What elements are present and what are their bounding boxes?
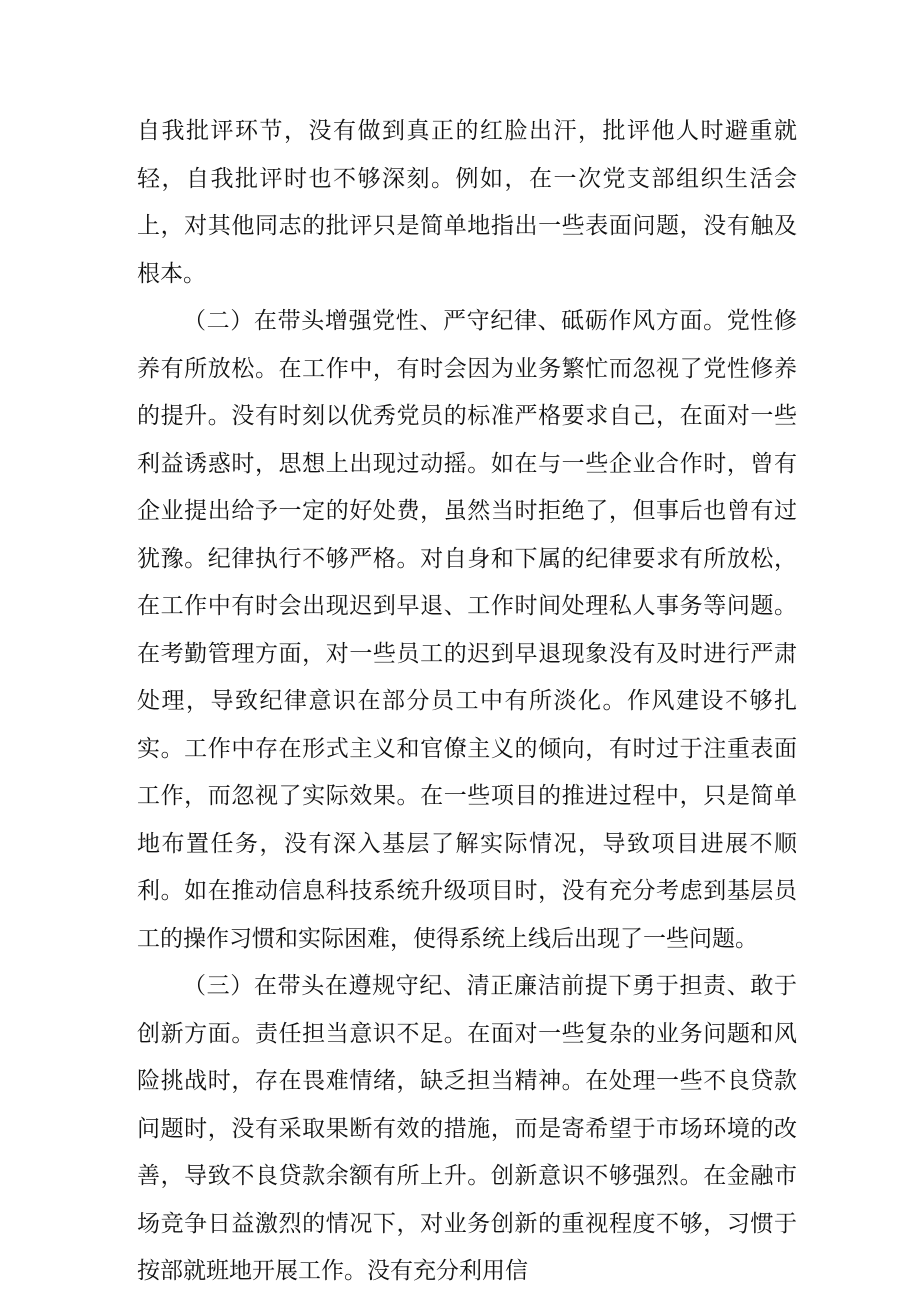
paragraph-3-section-three: （三）在带头在遵规守纪、清正廉洁前提下勇于担责、敢于创新方面。责任担当意识不足。在面对一些复杂的业务问题和风险挑战时，存在畏难情绪，缺乏担当精神。在处理一些不良贷款问题时，没有采取果断有效的措施，而是寄希望于市场环境的改善，导致不良贷款余额有所上升。创新意识不够强烈。在金融市场竞争日益激烈的情况下，对业务创新的重视程度不够，习惯于按部就班地开展工作。没有充分利用信 (137, 973, 797, 1284)
document-body (137, 108, 797, 1296)
paragraph-2-section-two: （二）在带头增强党性、严守纪律、砥砺作风方面。党性修养有所放松。在工作中，有时会因为业务繁忙而忽视了党性修养的提升。没有时刻以优秀党员的标准严格要求自己，在面对一些利益诱惑时，思想上出现过动摇。如在与一些企业合作时，曾有企业提出给予一定的好处费，虽然当时拒绝了，但事后也曾有过犹豫。纪律执行不够严格。对自身和下属的纪律要求有所放松，在工作中有时会出现迟到早退、工作时间处理私人事务等问题。在考勤管理方面，对一些员工的迟到早退现象没有及时进行严肃处理，导致纪律意识在部分员工中有所淡化。作风建设不够扎实。工作中存在形式主义和官僚主义的倾向，有时过于注重表面工作，而忽视了实际效果。在一些项目的推进过程中，只是简单地布置任务，没有深入基层了解实际情况，导致项目进展不顺利。如在推动信息科技系统升级项目时，没有充分考虑到基层员工的操作习惯和实际困难，使得系统上线后出现了一些问题。 (137, 308, 797, 952)
paragraph-1: 自我批评环节，没有做到真正的红脸出汗，批评他人时避重就轻，自我批评时也不够深刻。例如，在一次党支部组织生活会上，对其他同志的批评只是简单地指出一些表面问题，没有触及根本。 (137, 118, 797, 287)
